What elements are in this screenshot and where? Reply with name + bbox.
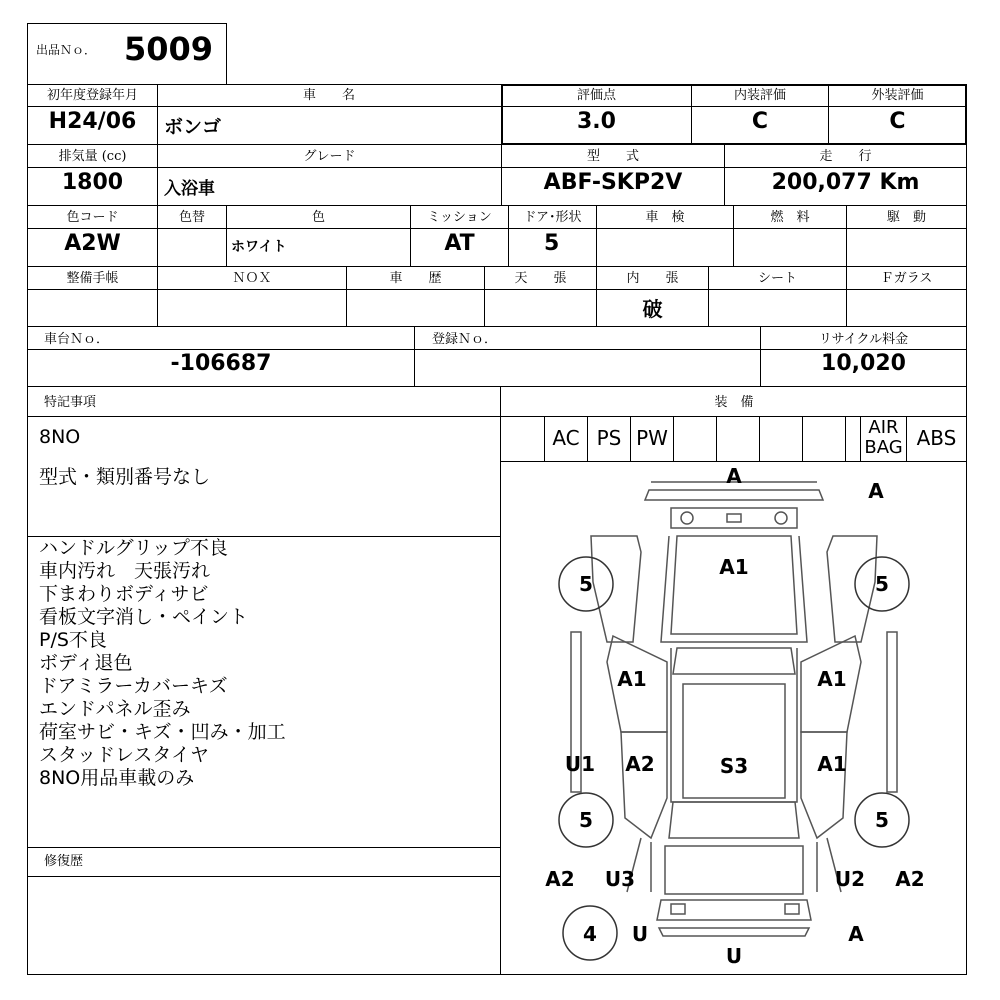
damage-sill-left: U1 — [564, 752, 596, 776]
score-label: 評価点 — [576, 88, 616, 103]
special-notes-list — [39, 537, 286, 790]
fuel-label: 燃 料 — [770, 210, 810, 225]
displacement-label: 排気量 (cc) — [58, 149, 127, 164]
color-label: 色 — [311, 210, 325, 225]
damage-door-rear-left: A2 — [625, 752, 655, 776]
grade-label: グレード — [303, 149, 356, 164]
mission-label: ミッション — [427, 210, 492, 225]
exterior-grade-value: C — [889, 109, 906, 134]
special-line-1: 8NO — [39, 426, 81, 448]
color-value: ホワイト — [231, 239, 287, 255]
model-label: 型 式 — [586, 149, 639, 164]
special-line-2: 型式・類別番号なし — [39, 466, 211, 488]
exterior-grade-label: 外装評価 — [871, 88, 924, 103]
front-glass-label: Ｆガラス — [880, 271, 933, 286]
damage-rear-right: A — [848, 922, 864, 946]
damage-door-rear-right: A1 — [817, 752, 847, 776]
damage-front-right: A — [868, 479, 884, 503]
damage-rear-bottom: U — [725, 944, 743, 968]
front-bumper-outline — [645, 490, 823, 500]
car-name-value: ボンゴ — [164, 116, 222, 138]
tire-rear-left-value: 5 — [579, 808, 593, 832]
damage-rear-left-a2: A2 — [545, 867, 575, 891]
recycle-fee-label: リサイクル料金 — [818, 332, 909, 347]
special-notes-label: 特記事項 — [44, 395, 97, 410]
grade-value: 入浴車 — [164, 179, 215, 199]
repair-history-label: 修復歴 — [44, 854, 84, 869]
repaint-label: 色替 — [178, 210, 205, 225]
note-item: 8NO用品車載のみ — [39, 767, 195, 789]
note-item: P/S不良 — [39, 629, 107, 651]
damage-rear-bumper: U — [631, 922, 649, 946]
car-name-label: 車 名 — [302, 88, 355, 103]
reg-date-value: H24/06 — [48, 109, 137, 134]
mission-value: AT — [444, 231, 475, 256]
door-value: 5 — [544, 231, 560, 256]
inspection-label: 車 検 — [645, 210, 685, 225]
color-code-value: A2W — [64, 231, 121, 256]
note-item: 下まわりボディサビ — [39, 583, 209, 605]
interior-grade-value: C — [751, 109, 769, 134]
chassis-number-label: 車台Ｎｏ． — [44, 332, 110, 347]
note-item: ドアミラーカバーキズ — [39, 675, 228, 697]
door-label: ドア･形状 — [523, 210, 582, 225]
listing-number-box — [27, 23, 227, 85]
spare-tire-value: 4 — [583, 922, 597, 946]
hood-outline — [671, 536, 797, 634]
reg-date-label: 初年度登録年月 — [46, 88, 138, 103]
note-item: 看板文字消し・ペイント — [39, 606, 249, 628]
car-diagram — [501, 462, 967, 975]
equipment-label: 装 備 — [714, 395, 754, 410]
chassis-number-value: -106687 — [170, 351, 272, 376]
note-item: エンドパネル歪み — [39, 698, 191, 720]
color-code-label: 色コード — [66, 210, 119, 225]
inner-lining-label: 内 張 — [626, 271, 679, 286]
seat-label: シート — [757, 271, 797, 286]
interior-grade-label: 内装評価 — [733, 88, 786, 103]
damage-front-top: A — [726, 464, 742, 488]
damage-rear-left-u3: U3 — [604, 867, 636, 891]
drive-label: 駆 動 — [886, 210, 926, 225]
damage-door-front-left: A1 — [617, 667, 647, 691]
maintenance-book-label: 整備手帳 — [66, 271, 119, 286]
damage-rear-right-u2: U2 — [834, 867, 866, 891]
equip-ac: AC — [552, 426, 580, 450]
cab-outline — [673, 648, 795, 674]
note-item: スタッドレスタイヤ — [39, 744, 210, 766]
note-item: ハンドルグリップ不良 — [39, 537, 228, 559]
ceiling-label: 天 張 — [514, 271, 567, 286]
cargo-outline — [669, 802, 799, 838]
history-label: 車 歴 — [389, 271, 442, 286]
note-item: 車内汚れ 天張汚れ — [39, 560, 211, 582]
displacement-value: 1800 — [61, 170, 124, 195]
damage-door-front-right: A1 — [817, 667, 847, 691]
equip-abs: ABS — [916, 426, 957, 450]
mileage-label: 走 行 — [819, 149, 872, 164]
model-value: ABF-SKP2V — [543, 170, 683, 195]
tire-rear-right-value: 5 — [875, 808, 889, 832]
inner-lining-value: 破 — [642, 297, 663, 321]
mileage-value: 200,077 Km — [771, 170, 920, 195]
equip-airbag: AIR BAG — [864, 417, 903, 458]
tire-front-left-value: 5 — [579, 572, 593, 596]
damage-roof: S3 — [719, 754, 749, 778]
damage-rear-right-a2: A2 — [895, 867, 925, 891]
tire-front-right-value: 5 — [875, 572, 889, 596]
damage-hood: A1 — [719, 555, 749, 579]
listing-number-label: 出品Ｎｏ． — [36, 43, 97, 57]
recycle-fee-value: 10,020 — [821, 351, 906, 376]
registration-number-label: 登録Ｎｏ． — [432, 332, 498, 347]
listing-number-value: 5009 — [124, 30, 214, 68]
note-item: ボディ退色 — [39, 652, 133, 674]
score-value: 3.0 — [577, 109, 616, 134]
equip-ps: PS — [596, 426, 622, 450]
nox-label: ＮＯＸ — [232, 271, 272, 286]
rear-bumper-outline — [657, 900, 811, 920]
equip-pw: PW — [636, 426, 668, 450]
note-item: 荷室サビ・キズ・凹み・加工 — [39, 721, 286, 743]
front-grille-outline — [671, 508, 797, 528]
